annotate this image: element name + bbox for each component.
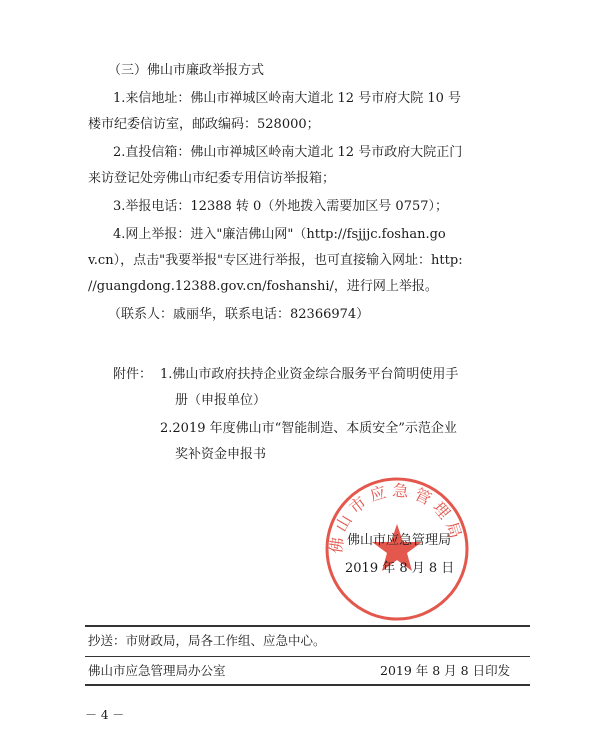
attachment-2-line-2: 奖补资金申报书 [175,447,267,462]
attachment-1-line-1: 1.佛山市政府扶持企业资金综合服务平台简明使用手 [160,367,459,382]
cc-line: 抄送：市财政局，局各工作组、应急中心。 [88,633,326,648]
report-box-line-1: 2.直投信箱：佛山市禅城区岭南大道北 12 号市政府大院正门 [113,145,463,160]
issue-date: 2019 年 8 月 8 日印发 [380,663,511,678]
signature-org: 佛山市应急管理局 [347,533,452,548]
issuing-office: 佛山市应急管理局办公室 [88,663,226,678]
report-phone: 3.举报电话：12388 转 0（外地拨入需要加区号 0757）； [113,199,449,214]
online-report-line-3: //guangdong.12388.gov.cn/foshanshi/，进行网上举报。 [88,279,438,294]
section-heading: （三）佛山市廉政举报方式 [108,63,265,78]
online-report-line-1: 4.网上举报：进入"廉洁佛山网"（http://fsjjjc.foshan.go [113,227,446,242]
online-report-line-2: v.cn），点击"我要举报"专区进行举报，也可直接输入网址：http: [88,253,463,268]
report-box-line-2: 来访登记处旁佛山市纪委专用信访举报箱； [88,171,336,186]
attachment-1-line-2: 册（申报单位） [175,393,267,408]
seal-text: 佛山市应急管理局 [326,480,467,555]
signature-date: 2019 年 8 月 8 日 [345,561,455,576]
footer-divider-middle [85,656,530,657]
mail-address-line-2: 楼市纪委信访室，邮政编码：528000； [88,117,320,132]
footer-divider-top [85,625,530,627]
attachment-2-line-1: 2.2019 年度佛山市“智能制造、本质安全”示范企业 [160,421,457,436]
contact-info: （联系人：戚丽华，联系电话：82366974） [108,307,370,322]
footer-divider-bottom [85,684,530,686]
attachments-label: 附件： [113,367,153,382]
mail-address-line-1: 1.来信地址：佛山市禅城区岭南大道北 12 号市府大院 10 号 [113,91,462,106]
page-number: － 4 － [85,708,125,722]
